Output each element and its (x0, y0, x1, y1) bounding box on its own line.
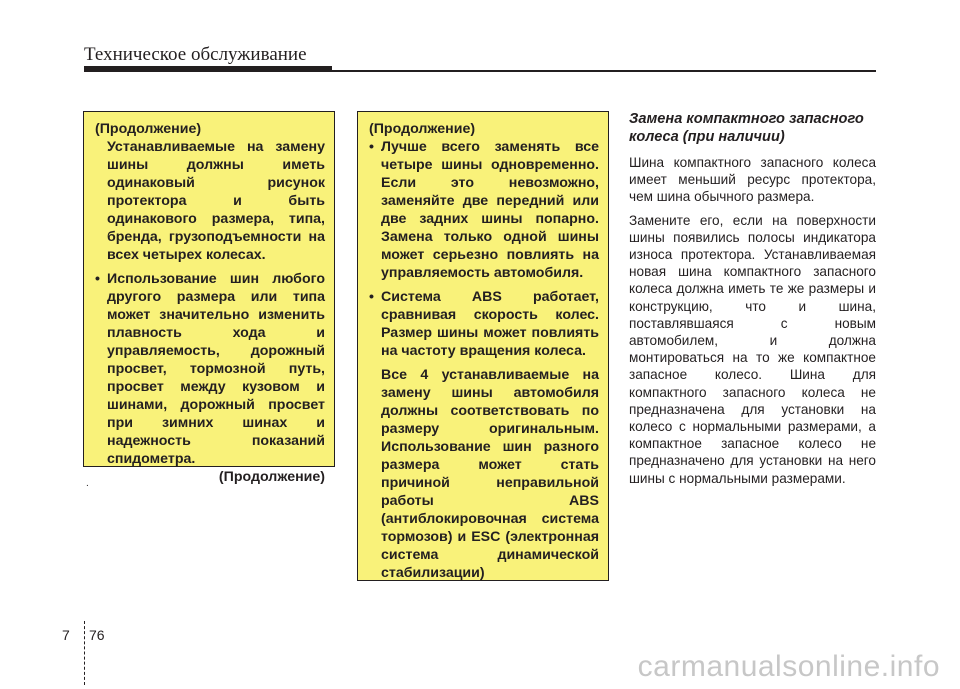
right-column (629, 110, 876, 493)
box-heading: (Продолжение) (369, 121, 476, 137)
bullet-item (367, 138, 599, 282)
bullet-item (93, 270, 325, 468)
header-rule-thin (332, 70, 876, 72)
header-rule-thick (84, 66, 332, 72)
chapter-number: 7 (62, 627, 70, 643)
body-paragraph: Замените его, если на поверхности шины появились полосы индикатора износа протектора. Устанавливаемая новая шина компактного запасного колеса должна иметь те же размеры и конструкцию, что и шина, поставлявшаяся с новым автомобилем, и должна монтироваться на то же компактное запасное колесо. Шина для компактного запасного колеса не предназначена для установки на колесо с нормальными размерами, а компактное запасное колесо не предназначено для установки на него шины с нормальными размерами. (629, 212, 876, 486)
caution-box-left (83, 111, 335, 485)
stray-dot: . (86, 478, 89, 489)
page-number-separator (84, 621, 85, 685)
bullet-text: Лучше всего заменять все четыре шины одновременно. Если это невозможно, заменяйте две передний или две задних шины попарно. Замена только одной шины может серьезно повлиять на управляемость автомобиля. (381, 139, 599, 281)
bullet-icon: • (369, 289, 374, 305)
section-title: Замена компактного запасного колеса (при наличии) (629, 111, 864, 145)
box-heading: (Продолжение) (95, 121, 202, 137)
bullet-item (367, 288, 599, 360)
box-paragraph: Все 4 устанавливаемые на замену шины автомобиля должны соответствовать по размеру оригинальным. Использование шин разного размера может стать причиной неправильной работы ABS (антиблокировочная система тормозов) и ESC (электронная система динамической стабилизации) (381, 367, 599, 581)
bullet-icon: • (95, 271, 100, 287)
caution-box-middle (357, 111, 609, 581)
body-paragraph: Шина компактного запасного колеса имеет меньший ресурс протектора, чем шина обычного размера. (629, 155, 876, 205)
header-title: Техническое обслуживание (84, 44, 307, 65)
continued-label: (Продолжение) (218, 469, 325, 485)
bullet-text: Использование шин любого другого размера или типа может значительно изменить плавность хода и управляемость, дорожный просвет, тормозной путь, просвет между кузовом и шинами, дорожный просвет при зимних шинах и надежность показаний спидометра. (107, 271, 325, 467)
watermark: carmanualsonline.info (637, 650, 940, 683)
bullet-icon: • (369, 139, 374, 155)
bullet-text: Система ABS работает, сравнивая скорость колес. Размер шины может повлиять на частоту вращения колеса. (381, 289, 599, 359)
box-paragraph: Устанавливаемые на замену шины должны иметь одинаковый рисунок протектора и быть одинакового размера, типа, бренда, грузоподъемности на всех четырех колесах. (107, 139, 325, 263)
page-number: 76 (89, 627, 105, 643)
